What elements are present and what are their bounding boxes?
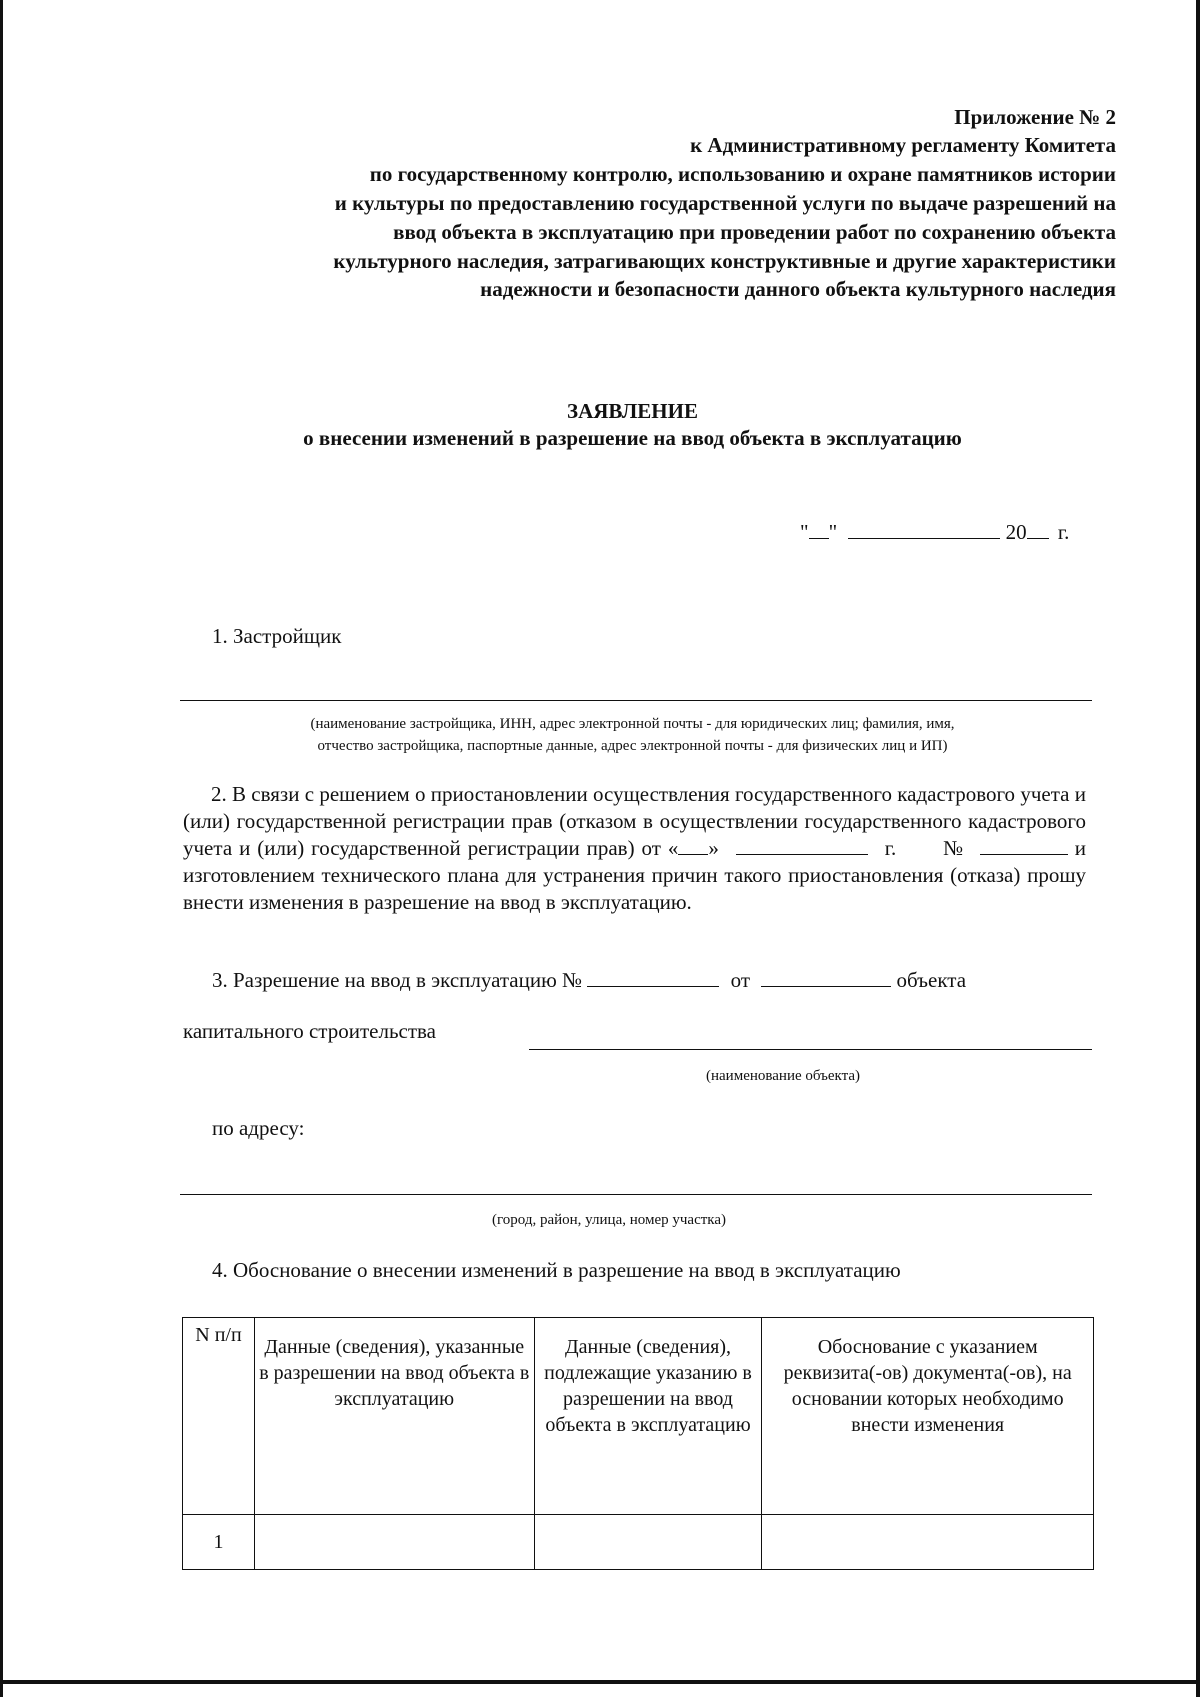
object-name-field[interactable] bbox=[529, 1049, 1092, 1050]
appendix-line: по государственному контролю, использованию и охране памятников истории bbox=[369, 162, 1116, 186]
decision-number-field[interactable] bbox=[980, 836, 1068, 855]
permit-label: 3. Разрешение на ввод в эксплуатацию № bbox=[212, 968, 583, 992]
table-row bbox=[183, 1515, 1094, 1570]
address-hint: (город, район, улица, номер участка) bbox=[492, 1212, 726, 1228]
decision-date-field[interactable] bbox=[736, 836, 868, 855]
permit-object-label: объекта bbox=[896, 968, 967, 992]
changes-table bbox=[182, 1317, 1094, 1570]
year-suffix: г. bbox=[1057, 520, 1070, 544]
scan-border-bottom bbox=[0, 1680, 1200, 1684]
appendix-number: Приложение № 2 bbox=[954, 105, 1116, 129]
year-field[interactable] bbox=[1027, 520, 1049, 539]
appendix-line: ввод объекта в эксплуатацию при проведении работ по сохранению объекта bbox=[393, 220, 1116, 244]
permit-from-label: от bbox=[730, 968, 750, 992]
document-title: ЗАЯВЛЕНИЕ bbox=[567, 399, 698, 423]
table-header-cell: Данные (сведения), указанные в разрешении на ввод объекта в эксплуатацию bbox=[254, 1318, 534, 1515]
permit-number-field[interactable] bbox=[587, 968, 719, 987]
date-line bbox=[800, 518, 1069, 546]
table-cell[interactable] bbox=[762, 1515, 1094, 1570]
paragraph-text: » bbox=[708, 836, 719, 860]
paragraph-text: 2. В связи с решением о приостановлении осуществления государственного кадастрового учета и (или) государственной регистрации прав (отказом в осуществлении государственного кадастрового учета и (или) государственной регистрации прав) от « bbox=[183, 782, 1086, 860]
paragraph-text: г. bbox=[884, 836, 897, 860]
table-cell[interactable] bbox=[534, 1515, 762, 1570]
table-header-cell: N п/п bbox=[183, 1318, 255, 1515]
paragraph-text: и изготовлением технического плана для устранения причин такого приостановления (отказа) прошу внести изменения в разрешение на ввод в эксплуатацию. bbox=[183, 836, 1087, 914]
appendix-line: к Административному регламенту Комитета bbox=[690, 133, 1116, 157]
justification-label: 4. Обоснование о внесении изменений в разрешение на ввод в эксплуатацию bbox=[212, 1258, 901, 1282]
day-field[interactable] bbox=[809, 520, 829, 539]
developer-hint: (наименование застройщика, ИНН, адрес электронной почты - для юридических лиц; фамилия, имя, bbox=[310, 716, 955, 732]
month-field[interactable] bbox=[848, 520, 1000, 539]
paragraph-text: № bbox=[943, 836, 965, 860]
decision-day-field[interactable] bbox=[678, 836, 708, 855]
object-name-hint: (наименование объекта) bbox=[706, 1068, 861, 1084]
date-quote: " bbox=[800, 520, 809, 544]
scan-border-left bbox=[0, 0, 3, 1697]
developer-hint: отчество застройщика, паспортные данные, адрес электронной почты - для физических лиц и ИП) bbox=[317, 738, 948, 754]
date-quote: " bbox=[828, 520, 838, 544]
table-header-row bbox=[183, 1318, 1094, 1515]
developer-field[interactable] bbox=[180, 700, 1092, 701]
table-cell: 1 bbox=[183, 1515, 255, 1570]
permit-line bbox=[212, 966, 966, 994]
year-prefix: 20 bbox=[1005, 520, 1027, 544]
table-header-cell: Данные (сведения), подлежащие указанию в разрешении на ввод объекта в эксплуатацию bbox=[534, 1318, 762, 1515]
developer-label: 1. Застройщик bbox=[212, 624, 342, 648]
table-cell[interactable] bbox=[254, 1515, 534, 1570]
appendix-line: культурного наследия, затрагивающих конструктивные и другие характеристики bbox=[333, 249, 1116, 273]
document-subtitle: о внесении изменений в разрешение на ввод объекта в эксплуатацию bbox=[303, 426, 962, 450]
address-field[interactable] bbox=[180, 1194, 1092, 1195]
suspension-paragraph bbox=[183, 781, 1086, 916]
appendix-line: надежности и безопасности данного объекта культурного наследия bbox=[480, 277, 1116, 301]
permit-date-field[interactable] bbox=[761, 968, 891, 987]
scan-border-right bbox=[1196, 0, 1200, 1697]
capital-construction-label: капитального строительства bbox=[183, 1019, 436, 1043]
address-label: по адресу: bbox=[212, 1116, 305, 1140]
appendix-line: и культуры по предоставлению государственной услуги по выдаче разрешений на bbox=[334, 191, 1116, 215]
table-header-cell: Обоснование с указанием реквизита(-ов) документа(-ов), на основании которых необходимо внести изменения bbox=[762, 1318, 1094, 1515]
